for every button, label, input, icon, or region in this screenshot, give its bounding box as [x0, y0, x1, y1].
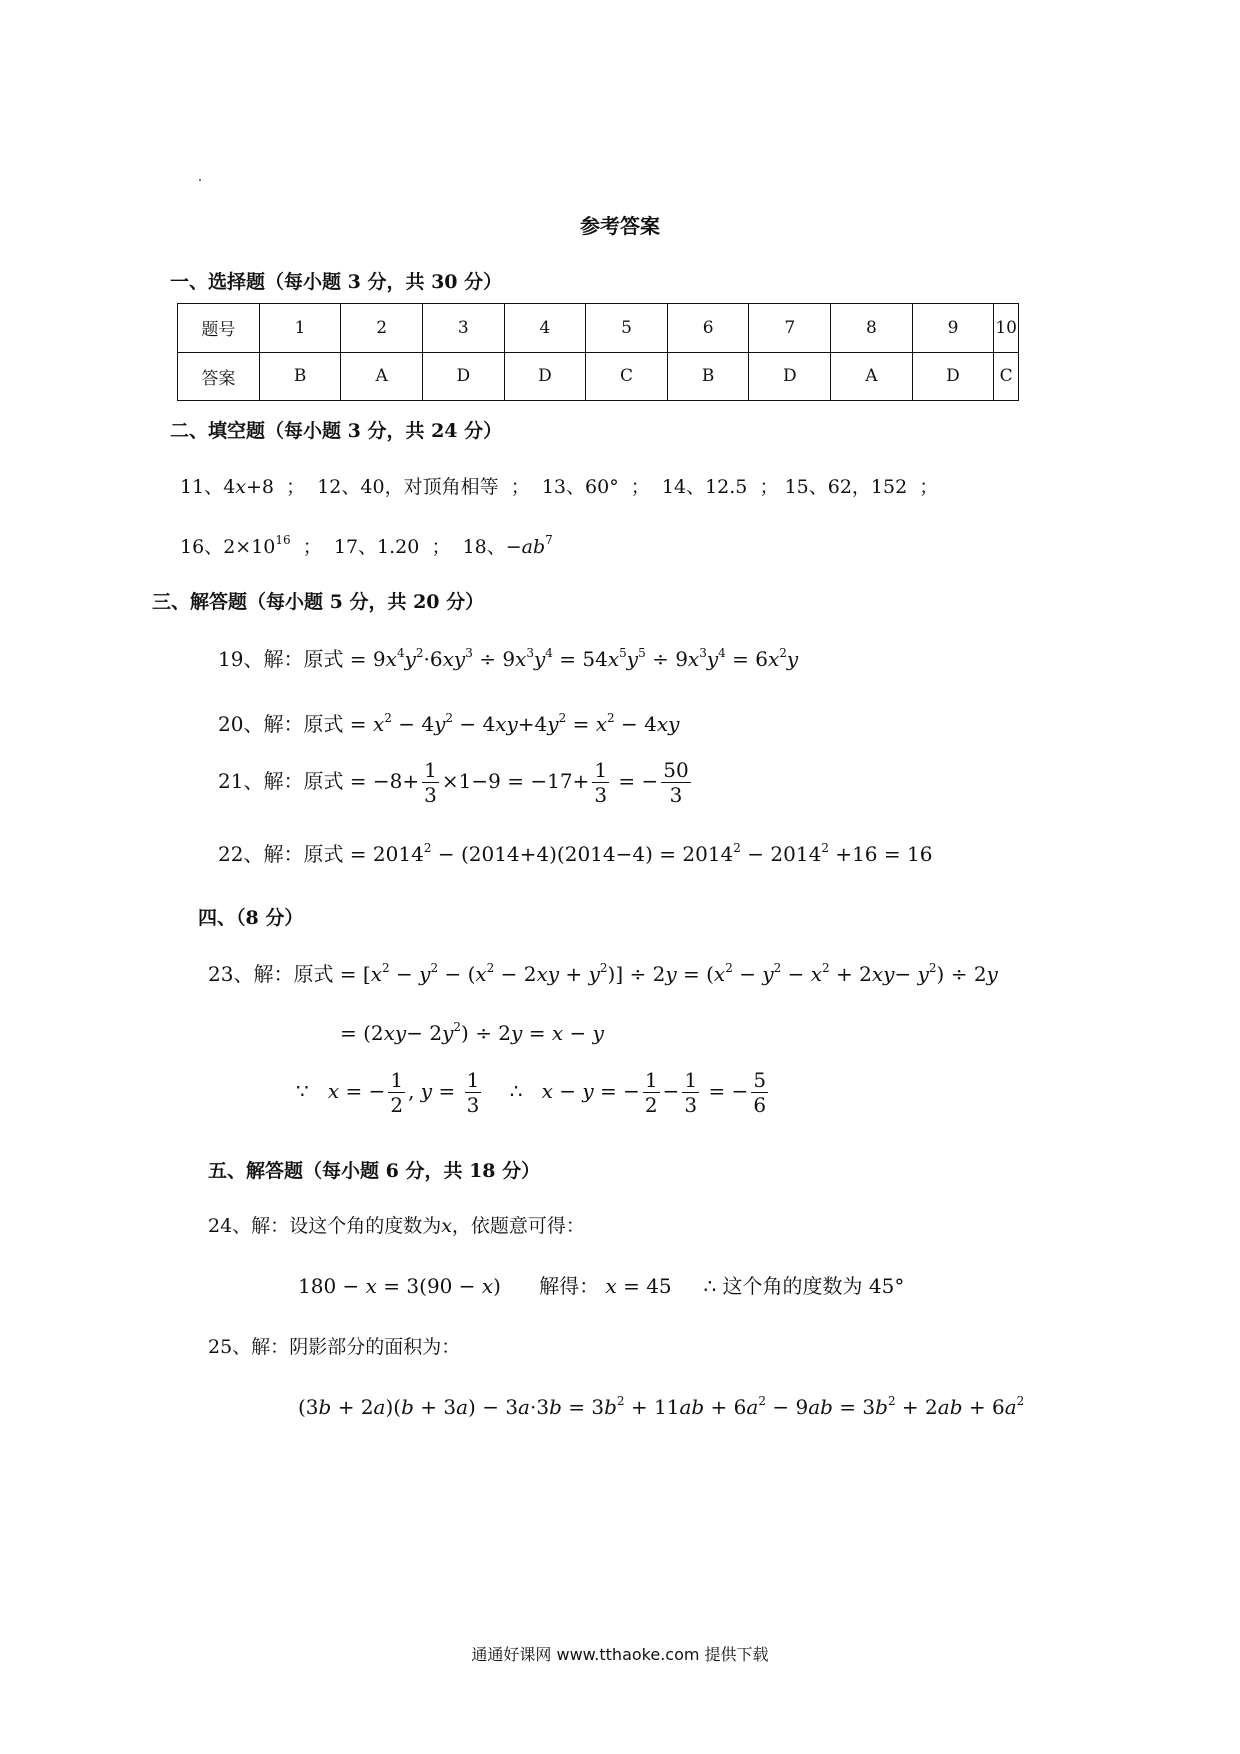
- table-cell: 10: [994, 304, 1019, 353]
- table-cell: D: [422, 352, 504, 401]
- table-cell: D: [749, 352, 831, 401]
- q24-intro: 24、解：设这个角的度数为x，依题意可得：: [208, 1215, 585, 1237]
- q25-intro: 25、解：阴影部分的面积为：: [208, 1336, 461, 1358]
- table-cell: A: [831, 352, 913, 401]
- table-cell: 8: [831, 304, 913, 353]
- table-cell: 5: [586, 304, 668, 353]
- answer-table: [177, 303, 1019, 401]
- section-heading-part5: 五、解答题（每小题 6 分，共 18 分）: [208, 1160, 541, 1182]
- table-cell: 3: [422, 304, 504, 353]
- table-row: [178, 304, 1019, 353]
- table-cell: C: [994, 352, 1019, 401]
- table-cell: 1: [259, 304, 341, 353]
- table-cell: 6: [667, 304, 749, 353]
- q23-solution-line-2: = $(2xy- 2y^2) \div 2y = x - y$: [340, 1020, 604, 1045]
- q25-solution: $(3b + 2a)(b + 3a) - 3a\cdot 3b = 3b^2 + 11ab + 6a^2 - 9ab = 3b^2 + 2ab + 6a^2$: [298, 1394, 1025, 1419]
- table-row-label: 题号: [178, 304, 260, 353]
- section-heading-solve: 三、解答题（每小题 5 分，共 20 分）: [152, 591, 485, 613]
- footer-credit: 通通好课网 www.tthaoke.com 提供下载: [471, 1645, 769, 1664]
- table-cell: B: [667, 352, 749, 401]
- table-cell: A: [341, 352, 423, 401]
- section-heading-fill: 二、填空题（每小题 3 分，共 24 分）: [170, 420, 503, 442]
- page-title: 参考答案: [580, 214, 660, 238]
- table-cell: 2: [341, 304, 423, 353]
- q21-solution: 21、解：原式 = −8+ $\frac{1}{3}$ ×1−9 = −17+ $\frac{1}{3}$ = − $\frac{50}{3}$: [218, 758, 689, 807]
- section-heading-part4: 四、（8 分）: [198, 907, 304, 929]
- table-cell: 9: [912, 304, 994, 353]
- table-cell: C: [586, 352, 668, 401]
- fill-answers-line-1: 11、4x+8 ； 12、40，对顶角相等 ； 13、60° ； 14、12.5 ； 15、62，152 ；: [180, 476, 939, 498]
- section-heading-choice: 一、选择题（每小题 3 分，共 30 分）: [170, 271, 503, 293]
- stray-dot: [199, 179, 201, 181]
- table-cell: 4: [504, 304, 586, 353]
- q20-solution: 20、解：原式 = $x^2 - 4y^2 - 4xy+4y^2 = x^2 - 4xy$: [218, 711, 680, 736]
- fill-answers-line-2: 16、$2\times 10^{16}$ ； 17、1.20 ； 18、$-ab^7$: [180, 533, 553, 558]
- q22-solution: 22、解：原式 = $2014^2 - (2014+4)(2014-4) = 2014^2 - 2014^2 +16 = 16$: [218, 841, 933, 866]
- table-row-label: 答案: [178, 352, 260, 401]
- q19-solution: 19、解：原式 = $9x^4y^2\cdot 6xy^3 \div 9x^3y^4 = 54x^5y^5 \div 9x^3y^4 = 6x^2y$: [218, 646, 799, 671]
- q23-solution-line-1: 23、解：原式 = $[x^2 - y^2 - (x^2 - 2xy + y^2)] \div 2y = (x^2 - y^2 - x^2 + 2xy- y^2) \div 2y$: [208, 961, 998, 986]
- table-cell: 7: [749, 304, 831, 353]
- q24-solution: 180 − x = 3(90 − x) 解得： x = 45 ∴ 这个角的度数为 45°: [298, 1274, 905, 1298]
- table-cell: B: [259, 352, 341, 401]
- table-cell: D: [912, 352, 994, 401]
- table-cell: D: [504, 352, 586, 401]
- q23-solution-line-3: ∵ x = − $\frac{1}{2}$ , y = $\frac{1}{3}$ ∴ x − y = − $\frac{1}{2}$ − $\frac{1}{3}$ = − $\frac{5}{6}$: [296, 1068, 767, 1117]
- table-row: [178, 352, 1019, 401]
